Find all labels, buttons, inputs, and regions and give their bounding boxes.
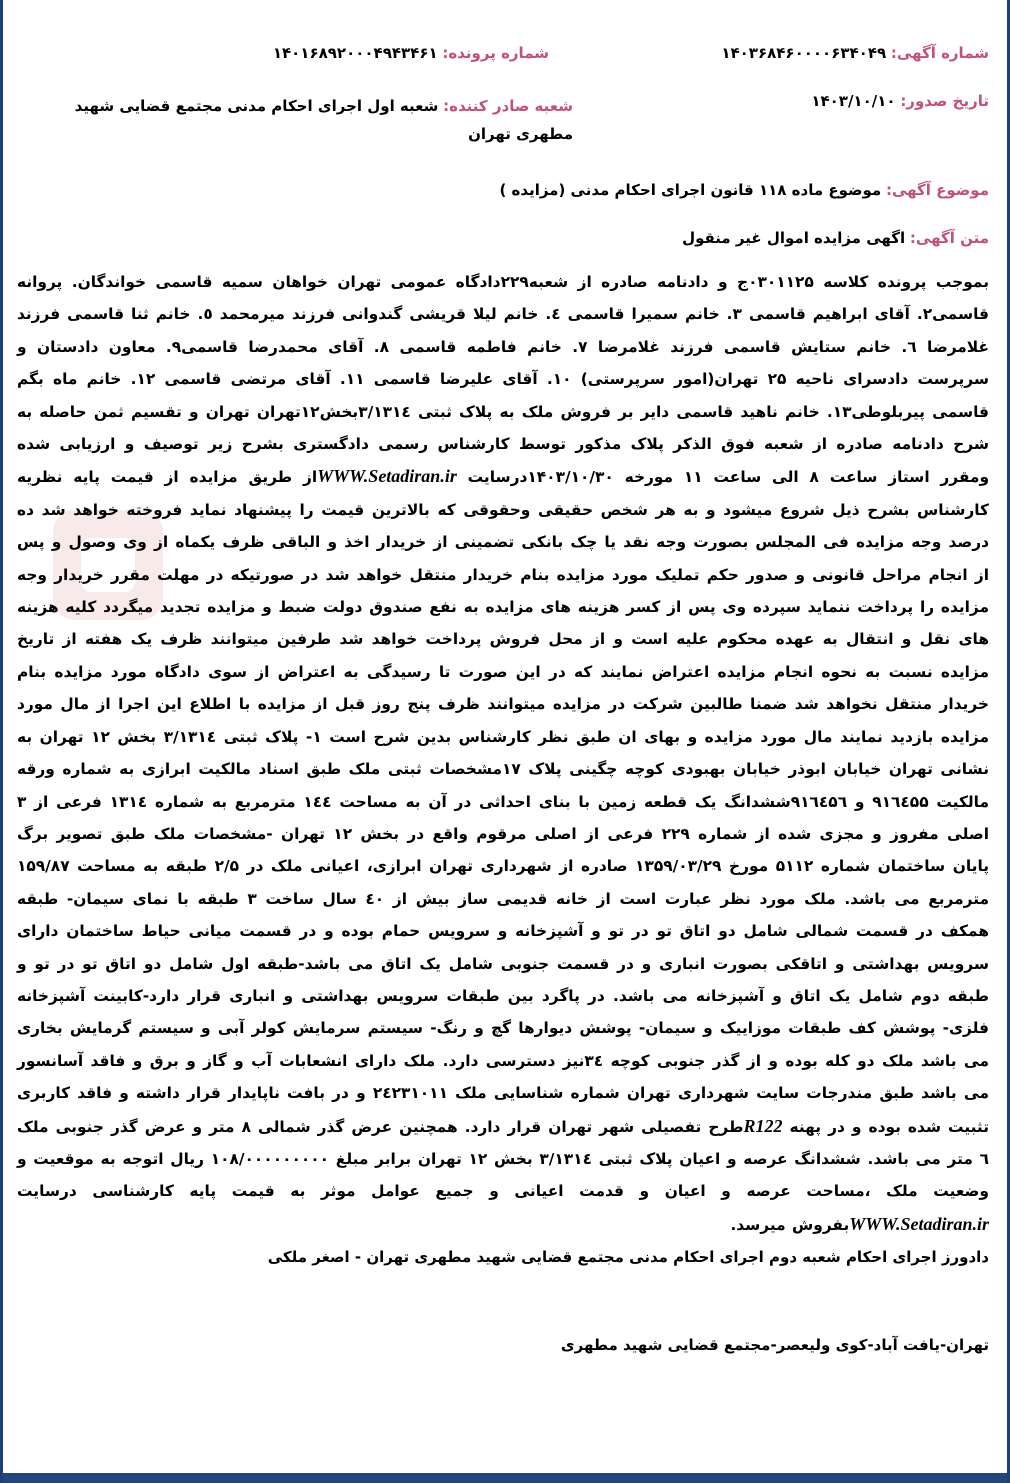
body-part-1: بموجب پرونده کلاسه ۰۳۰۱۱۲۵ج و دادنامه صادره از شعبه۲۲۹دادگاه عمومی تهران خواهان سمیه قاسمی خواندگان. پروانه قاسمی۲. آقای ابراهیم قاسمی ۳. خانم سمیرا قاسمی ٤. خانم لیلا قریشی گندوانی فرزند میرمحمد ٥. خانم ثنا قاسمی فرزند غلامرضا ٦. خانم ستایش قاسمی فرزند غلامرضا ۷. خانم فاطمه قاسمی ۸. آقای محمدرضا قاسمی۹. معاون دادستان و سرپرست دادسرای ناحیه ۲۵ تهران(امور سرپرستی) ۱۰. آقای علیرضا قاسمی ۱۱. آقای مرتضی قاسمی ۱۲. خانم ماه بگم قاسمی پیربلوطی۱۳. خانم ناهید قاسمی دایر بر فروش ملک به پلاک ثبتی ۳/۱۳۱٤بخش۱۲تهران تهران و تقسیم ثمن حاصله به شرح دادنامه صادره از شعبه فوق الذکر پلاک مذکور توسط کارشناس رسمی دادگستری بشرح زیر توصیف و ارزیابی شده ومقرر استاز ساعت ۸ الی ساعت ۱۱ مورخه ۱۴۰۳/۱۰/۳۰درسایت [17, 273, 990, 487]
ad-number-label: شماره آگهی: [890, 44, 989, 62]
ad-number-value: ۱۴۰۳۶۸۴۶۰۰۰۰۶۳۴۰۴۹ [721, 44, 887, 62]
ad-text-title: اگهی مزایده اموال غیر منقول [682, 229, 906, 247]
issue-date-value: ۱۴۰۳/۱۰/۱۰ [811, 92, 896, 110]
body-part-4: بفروش میرسد. [730, 1215, 850, 1234]
bottom-border-bar [3, 1473, 1007, 1483]
case-number-label: شماره پرونده: [442, 44, 549, 62]
issue-date [811, 92, 989, 110]
ad-subject-label: موضوع آگهی: [885, 181, 989, 199]
ad-body-text [17, 266, 989, 1241]
case-number-value: ۱۴۰۱۶۸۹۲۰۰۰۴۹۴۳۴۶۱ [272, 44, 438, 62]
ad-number [721, 44, 989, 62]
issue-date-label: تاریخ صدور: [900, 92, 989, 110]
issuing-branch-value: شعبه اول اجرای احکام مدنی مجتمع قضایی شهید مطهری تهران [74, 97, 573, 143]
body-part-2: از طریق مزایده از قیمت پایه نظریه کارشناس بشرح ذیل شروع میشود و به هر شخص حقیقی وحقوقی که بالاترین قیمت را پیشنهاد نماید فروخته خواهد شد ده درصد وجه مزایده فی المجلس بصورت وجه نقد یا چک بانکی تضمینی از خریدار اخذ و الباقی ظرف یکماه از وی وصول و پس از انجام مراحل قانونی و صدور حکم تملیک مورد مزایده بنام خریدار منتقل خواهد شد در صورتیکه در مهلت مقرر خریدار وجه مزایده را پرداخت ننماید سپرده وی پس از کسر هزینه های مزایده به نفع صندوق دولت ضبط و مزایده تجدید میگردد کلیه هزینه های نقل و انتقال به عهده محکوم علیه است و از محل فروش پرداخت خواهد شد طرفین میتوانند ظرف یک هفته از تاریخ مزایده نسبت به نحوه انجام مزایده اعتراض نمایند که در این صورت تا رسیدگی به اعتراض از سوی دادگاه مورد مزایده بنام خریدار منتقل نخواهد شد ضمنا طالبین شرکت در مزایده میتوانند ظرف پنج روز قبل از مزایده با اطلاع این اجرا از مال مورد مزایده بازدید نمایند مال مورد مزایده و بهای ان طبق نظر کارشناس بدین شرح است ۱- پلاک ثبتی ۳/۱۳۱٤ بخش ۱۲ تهران به نشانی تهران خیابان ابوذر خیابان بهبودی کوچه چگینی پلاک ۱۷مشخصات ثبتی ملک طبق اسناد مالکیت ابرازی به شماره ورقه مالکیت ۹۱٦٤۵۵ و ۹۱٦٤۵٦ششدانگ یک قطعه زمین با بنای احداثی در آن به مساحت ۱٤٤ مترمربع به شماره ۱۳۱٤ فرعی از ۳ اصلی مفروز و مجزی شده از شماره ۲۲۹ فرعی از اصلی مرقوم واقع در بخش ۱۲ تهران -مشخصات ملک طبق تصویر برگ پایان ساختمان شماره ۵۱۱۲ مورخ ۱۳۵۹/۰۳/۲۹ صادره از شهرداری تهران ابرازی، اعیانی ملک در ۲/۵ طبقه به مساحت ۱۵۹/۸۷ مترمربع می باشد. ملک مورد نظر عبارت است از خانه قدیمی ساز بیش از ٤۰ سال ساخت ۳ طبقه با نمای سیمان- طبقه همکف در قسمت شمالی شامل دو اتاق تو در تو و آشپزخانه و سرویس حمام بوده و در قسمت میانی حیاط ساختمان دارای سرویس بهداشتی و اتاقکی بصورت انباری و در قسمت جنوبی شامل یک اتاق می باشد-طبقه اول شامل دو اتاق تو در تو و طبقه دوم شامل یک اتاق و آشپزخانه می باشد. در پاگرد بین طبقات سرویس بهداشتی و انباری قرار دارد-کابینت آشپزخانه فلزی- پوشش کف طبقات موزاییک و سیمان- پوشش دیوارها گچ و رنگ- سیستم سرمایش کولر آبی و سیستم گرمایش بخاری می باشد ملک دو کله بوده و از گذر جنوبی کوچه ۳٤نیز دسترسی دارد. ملک دارای انشعابات آب و گاز و برق و فاقد آسانسور می باشد طبق مندرجات سایت شهرداری تهران شماره شناسایی ملک ۲٤۲۳۱۰۱۱ و در بافت ناپایدار قرار داشته و فاقد کاربری تثبیت شده بوده و در پهنه [17, 468, 990, 1136]
signature-line: دادورز اجرای احکام شعبه دوم اجرای احکام مدنی مجتمع قضایی شهید مطهری تهران - اصغر ملکی [267, 1248, 989, 1266]
case-number [273, 44, 549, 62]
issuing-branch-label: شعبه صادر کننده: [443, 97, 573, 115]
setadiran-link-1[interactable]: WWW.Setadiran.ir [317, 466, 457, 487]
ad-text-label: متن آگهی: [909, 229, 989, 247]
setadiran-link-2[interactable]: WWW.Setadiran.ir [849, 1213, 989, 1234]
body-part-3: طرح تفصیلی شهر تهران قرار دارد. همچنین عرض گذر شمالی ۸ متر و عرض گذر جنوبی ملک ٦ متر می باشد. ششدانگ عرصه و اعیان پلاک ثبتی ۳/۱۳۱٤ بخش ۱۲ تهران برابر مبلغ ۱۰۸/۰۰۰۰۰۰۰۰۰ ریال اتوجه به موقعیت و وضعیت ملک ،مساحت عرصه و اعیان و قدمت اعیانی و جمیع عوامل موثر به قیمت پایه کارشناسی درسایت [17, 1117, 990, 1201]
zone-code: R122 [743, 1115, 783, 1136]
address-line: تهران-یافت آباد-کوی ولیعصر-مجتمع قضایی شهید مطهری [560, 1336, 989, 1354]
ad-subject [499, 181, 989, 199]
ad-text-heading [682, 229, 989, 247]
issuing-branch [43, 92, 573, 148]
ad-subject-value: موضوع ماده ۱۱۸ قانون اجرای احکام مدنی (مزایده ) [499, 181, 882, 199]
